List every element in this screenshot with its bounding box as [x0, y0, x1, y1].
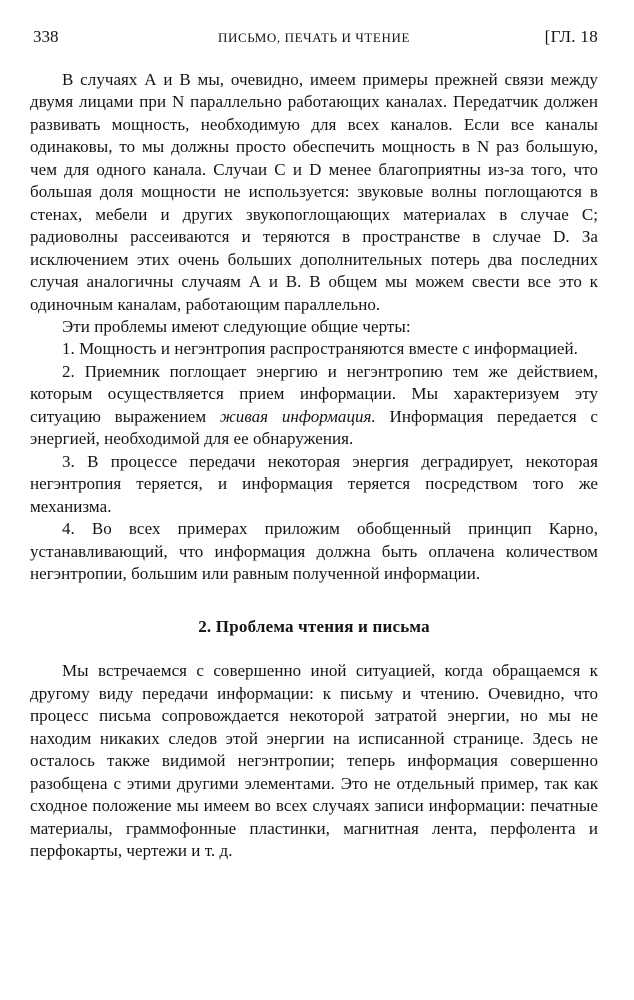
running-title: ПИСЬМО, ПЕЧАТЬ И ЧТЕНИЕ: [217, 30, 410, 45]
paragraph-parallel-channels: В случаях А и В мы, очевидно, имеем примеры прежней связи между двумя лицами при N параллельно работающих каналах. Передатчик должен развивать мощность, необходимую для всех каналов. Если все каналы одинаковы, то мы должны просто обеспечить мощность в N раз большую, чем для одного канала. Случаи С и D менее благоприятны из-за того, что большая доля мощности не используется: звуковые волны поглощаются в стенах, мебели и других звукопоглощающих материалах в случае С; радиоволны рассеиваются и теряются в пространстве в случае D. За исключением этих очень больших дополнительных потерь два последних случая аналогичны случаям А и В. В общем мы можем свести все это к одиночным каналам, работающим параллельно.: [30, 70, 598, 314]
paragraph-feature-4: 4. Во всех примерах приложим обобщенный принцип Карно, устанавливающий, что информация должна быть оплачена количеством негэнтропии, большим или равным полученной информации.: [30, 519, 598, 583]
paragraph-feature-2: [30, 361, 598, 451]
paragraph-common-features-intro: Эти проблемы имеют следующие общие черты:: [62, 316, 411, 336]
paragraph-reading-writing: Мы встречаемся с совершенно иной ситуацией, когда обращаемся к другому виду передачи информации: к письму и чтению. Очевидно, что процесс письма сопровождается некоторой затратой энергии, но мы не находим никаких следов этой энергии на исписанной странице. Здесь не осталось также видимой негэнтропии; теперь информация совершенно разобщена с этими другими элементами. Это не отдельный пример, так как сходное положение мы имеем во всех случаях записи информации: печатные материалы, граммофонные пластинки, магнитная лента, перфолента и перфокарты, чертежи и т. д.: [30, 661, 598, 861]
book-page: [30, 22, 598, 863]
section-heading: 2. Проблема чтения и письма: [198, 617, 430, 637]
feature-2-text-after: Информация передается с энергией, необходимой для ее обнаружения.: [30, 406, 599, 449]
running-head: [30, 22, 598, 52]
page-body: [30, 69, 598, 863]
chapter-reference: [ГЛ. 18: [544, 27, 598, 46]
paragraph-feature-3: 3. В процессе передачи некоторая энергия деградирует, некоторая негэнтропия теряется, и информация теряется посредством того же механизма.: [30, 451, 598, 516]
living-information-term: живая информация.: [219, 406, 376, 426]
paragraph-feature-1: 1. Мощность и негэнтропия распространяются вместе с информацией.: [62, 339, 578, 359]
page-number: 338: [33, 27, 59, 46]
feature-2-text-before: 2. Приемник поглощает энергию и негэнтропию тем же действием, которым осуществляется прием информации. Мы характеризуем эту ситуацию выражением: [30, 361, 598, 426]
